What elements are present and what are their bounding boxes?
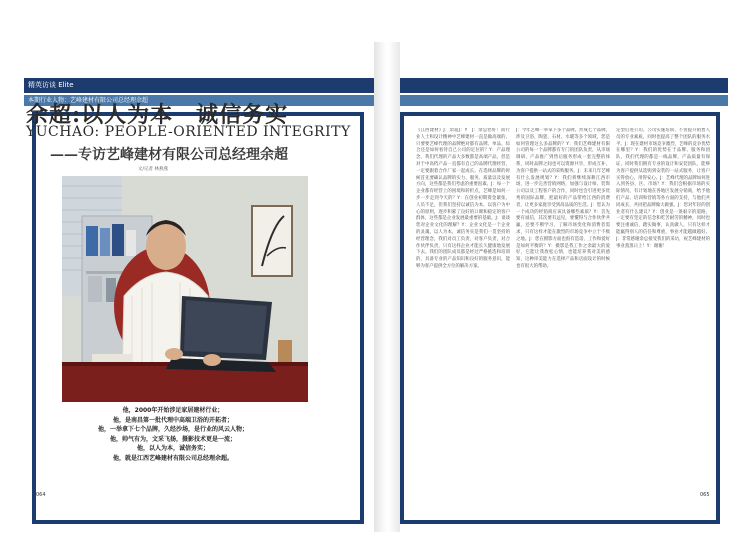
book-spine [374,42,400,532]
body-column-2: J：今年艺峰一举拿下多个品牌，形成七个品牌，涉及卫浴、陶瓷、石材、水暖等多个领域，您是如何管理这么多品牌的？Y：我们艺峰建材有限公司的每一个品牌都有专门的团队负责，从市场调研、产品推广到售后服务形成一套完整的体系，同时品牌之间也可以资源共享，形成互补，为客户提供一站式的采购服务。J：未来几年艺峰有什么发展规划？Y：我们将继续深耕江西市场，进一步完善营销网络，加强与设计师、装饰公司以及工程客户的合作，同时也会引进更多优秀的国际品牌，把最好的产品带给江西的消费者，让更多家庭享受到高品质的生活。J：您认为一个成功的经销商应该具备哪些素质？Y：首先要有诚信，其次要有远见，要懂得与合作伙伴共赢，还要不断学习，了解市场变化和消费者需求，只有这样才能在激烈的市场竞争中立于不败之地。J：您在摄影方面也很有造诣，工作和爱好是如何平衡的？Y：摄影是我工作之余最大的爱好，它能让我放松心情，也能培养我对美的感知，这种审美能力在选择产品和店面设计的时候也有很大的帮助。 [516,128,610,269]
caption-line: 他，2000年开始涉足家居建材行业； [122,407,224,414]
caption-line: 他，就是江西艺峰建材有限公司总经理余超。 [112,454,233,462]
caption-line: 他，一举拿下七个品牌，久经沙场，是行业的风云人物； [97,426,248,434]
right-header-bar [400,78,728,93]
article-subtitle: ——专访艺峰建材有限公司总经理余超 [50,147,288,163]
photo-caption [42,406,304,464]
caption-line: 他，以人为本，诚信务实； [136,445,209,453]
body-column-1: 《江西建材》J：余超J：Y J：余总您好！而行业人士和设计精神中艺峰建材一直是做高端的，只要要艺峰代理的品牌绝对都有品牌、单品、综合还是如何看待自己公司的定位的？Y：产品理念、我们代理的产品大多数都是高端产品，但是对于中高档产品一直都有自己的品牌代理经营，一定要跟着合作厂家一起成长。在选择品牌的时候首先要确认品牌的实力、服务、质量以及发展方向，这些都是我们考虑的重要因素。J：每一个企业都有经营上的困境和转折点，艺峰是如何一步一步走到今天的？Y：在创业初期资金紧张、人员不足，但我们坚持以诚信为本，以客户为中心的原则，逐步积累了良好的口碑和稳定的客户群体，这些都是企业发展最重要的基础。J：谈谈您对企业文化的理解？Y：企业文化是一个企业的灵魂，以人为本，诚信务实是我们一贯坚持的经营理念，我们对员工负责，对客户负责，对合作伙伴负责，只有这样企业才能长久健康地发展下去。我们的团队成员都是经过严格挑选和培训的，具备专业的产品知识和良好的服务意识，能够为客户提供全方位的解决方案。 [416,128,510,269]
caption-line: 他，帅气有为，文采飞扬，摄影技术更是一流； [109,435,236,443]
subheader-text: 本期行业人物：艺峰建材有限公司总经理余超 [28,97,149,104]
right-subheader-bar [400,95,728,106]
section-label: 精英访谈 Elite [28,81,74,89]
portrait-photo [62,176,308,402]
page-number-left: 064 [36,492,46,498]
article-title-cn: 余超:以人为本 诚信务实 [26,102,289,128]
article-title-en: YUCHAO: PEOPLE-ORIENTED INTEGRITY [26,124,351,140]
article-byline: 文/记者 林燕燕 [138,167,168,172]
body-column-3: 定型后进公司、公司实施培训、不但提升销售人员的专业素质，同时也提高了整个团队的服务水平。J：现在建材市场竞争激烈，艺峰的竞争优势在哪里？Y：我们的优势在于品牌、服务和团队，我们代理的都是一线品牌，产品质量有保证，同时我们拥有专业的设计和安装团队，能够为客户提供从选购到安装的一站式服务，让客户买得放心、用得安心。J：艺峰代理的品牌如何进入到各县、区、市场？Y：我们会根据市场的实际情况，有计划地在各地区发展分销商，给予他们产品、培训和营销等各方面的支持，与他们共同成长，共同把品牌做大做强。J：您对年轻的创业者有什么建议？Y：创业是一条艰辛的道路，一定要有坚定的信念和吃苦耐劳的精神，同时也要注重诚信，踏实做事，认真做人，只有这样才能赢得别人的信任和尊重，事业才能越做越好。J：非常感谢余总接受我们的采访，祝艺峰建材的事业蒸蒸日上！Y：谢谢！ [616,128,710,249]
portrait-illustration [62,176,308,402]
page-number-right: 065 [700,492,710,498]
caption-line: 他，是南昌第一批代理中高端卫浴的开拓者； [112,416,233,424]
section-header-bar [24,78,374,93]
